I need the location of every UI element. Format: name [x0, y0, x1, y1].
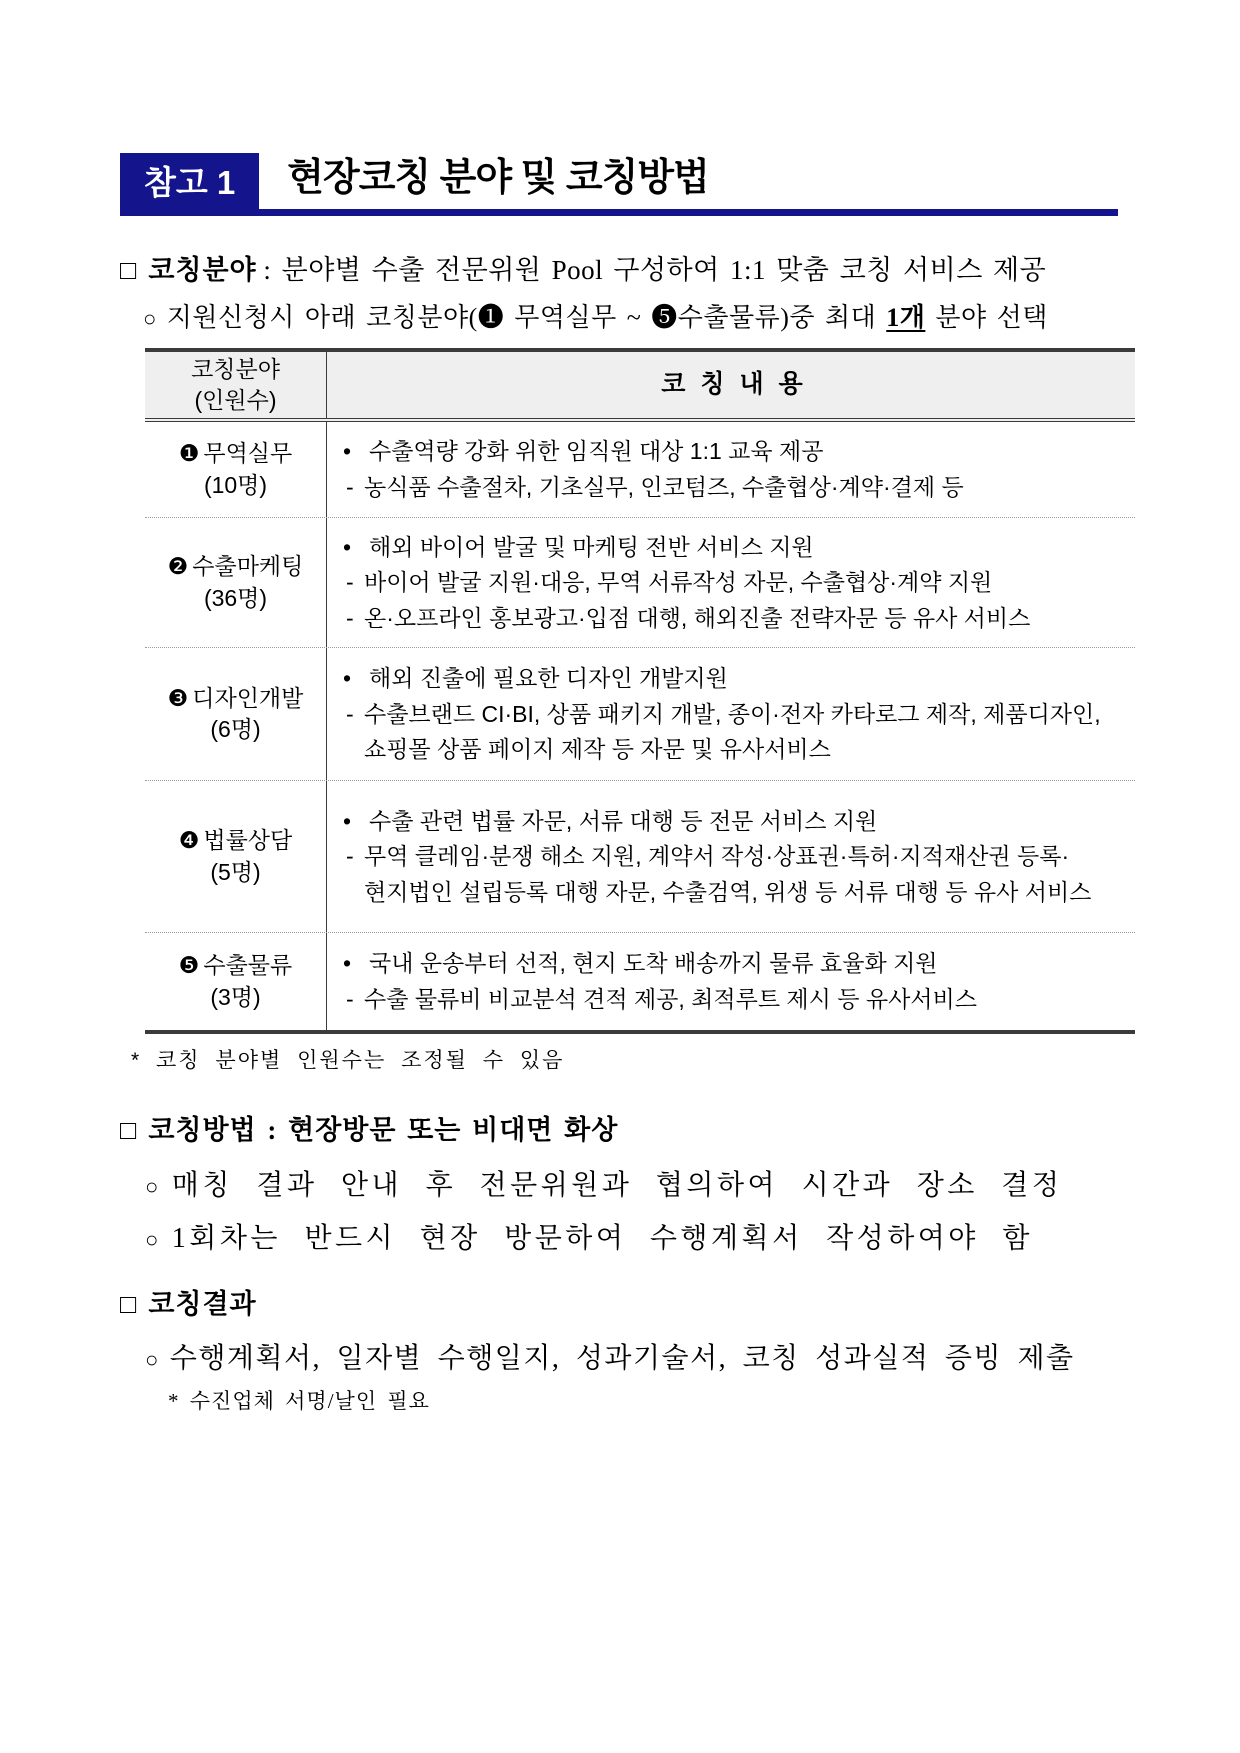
field-count: (5명): [210, 858, 261, 885]
dash-prefix: -: [346, 700, 354, 727]
content-line: [343, 531, 1125, 564]
field-count: (3명): [210, 983, 261, 1010]
dash-prefix: -: [346, 986, 354, 1012]
section-heading-text: 코칭방법 : 현장방문 또는 비대면 화상: [148, 1115, 619, 1145]
field-name: 무역실무: [203, 440, 293, 467]
document-header: [120, 146, 1118, 216]
content-line: [343, 947, 1125, 980]
sub-text-pre: 지원신청시 아래 코칭분야(❶ 무역실무 ~ ❺수출물류)중 최대: [166, 303, 887, 332]
table-footnote: * 코칭 분야별 인원수는 조정될 수 있음: [131, 1049, 565, 1072]
line-text: 바이어 발굴 지원·대응, 무역 서류작성 자문, 수출협상·계약 지원: [364, 569, 993, 596]
bullet-prefix: •: [343, 438, 352, 465]
table-header-content-column: [327, 352, 1135, 418]
line-text: 농식품 수출절차, 기초실무, 인코텀즈, 수출협상·계약·결제 등: [364, 474, 964, 500]
field-cell: [145, 933, 327, 1030]
field-count: (36명): [203, 584, 268, 611]
line-text: 수출 관련 법률 자문, 서류 대행 등 전문 서비스 지원: [369, 807, 878, 834]
line-text: 국내 운송부터 선적, 현지 도착 배송까지 물류 효율화 지원: [369, 950, 938, 977]
line-text: 쇼핑몰 상품 페이지 제작 등 자문 및 유사서비스: [364, 736, 831, 763]
field-count: (10명): [203, 471, 268, 498]
circle-bullet-icon: ○: [143, 306, 157, 331]
dash-prefix: -: [346, 569, 354, 596]
bullet-prefix: •: [343, 950, 352, 977]
sub-text-emphasis: 1개: [886, 303, 926, 332]
field-number-icon: ❹: [178, 827, 200, 854]
section-coaching-fields-heading: [120, 248, 1046, 287]
field-name: 수출물류: [203, 952, 293, 979]
table-header-field-column: [145, 352, 327, 418]
content-line: [346, 471, 1125, 504]
section-coaching-result-heading: [120, 1282, 257, 1321]
sub-text-post: 분야 선택: [925, 303, 1048, 332]
bullet-prefix: •: [343, 807, 352, 834]
content-cell: [327, 648, 1135, 780]
dash-prefix: -: [346, 604, 354, 631]
content-line: [346, 566, 1125, 599]
content-line: [343, 805, 1125, 838]
content-line: [364, 733, 1125, 766]
dash-prefix: -: [346, 474, 354, 500]
coaching-fields-sub-bullet: [143, 297, 1048, 334]
section-label: 코칭분야: [148, 255, 257, 285]
method-bullet-2: [145, 1216, 1033, 1256]
content-cell: [327, 518, 1135, 647]
field-cell: [145, 781, 327, 932]
bullet-text: 수행계획서, 일자별 수행일지, 성과기술서, 코칭 성과실적 증빙 제출: [169, 1343, 1075, 1374]
header-col2-label: 코 칭 내 용: [661, 370, 807, 399]
content-line: [346, 983, 1125, 1016]
line-text: 무역 클레임·분쟁 해소 지원, 계약서 작성·상표권·특허·지적재산권 등록·: [364, 843, 1070, 870]
content-line: [346, 602, 1125, 635]
content-cell: [327, 781, 1135, 932]
circle-bullet-icon: ○: [145, 1227, 162, 1252]
field-number-icon: ❷: [167, 553, 189, 580]
line-text: 수출역량 강화 위한 임직원 대상 1:1 교육 제공: [369, 438, 824, 465]
header-col1-line1: 코칭분야: [191, 355, 280, 382]
square-bullet-icon: □: [120, 1289, 137, 1319]
field-number-icon: ❶: [178, 440, 200, 467]
field-number-icon: ❺: [178, 952, 200, 979]
content-line: [346, 698, 1125, 731]
line-text: 수출 물류비 비교분석 견적 제공, 최적루트 제시 등 유사서비스: [364, 986, 977, 1012]
content-cell: [327, 933, 1135, 1030]
square-bullet-icon: □: [120, 1115, 137, 1145]
section-text: : 분야별 수출 전문위원 Pool 구성하여 1:1 맞춤 코칭 서비스 제공: [263, 255, 1047, 285]
line-text: 해외 바이어 발굴 및 마케팅 전반 서비스 지원: [369, 533, 814, 560]
reference-badge: 참고 1: [120, 153, 259, 211]
circle-bullet-icon: ○: [145, 1174, 162, 1199]
bullet-prefix: •: [343, 665, 352, 692]
square-bullet-icon: □: [120, 255, 137, 285]
page-title: 현장코칭 분야 및 코칭방법: [287, 157, 709, 199]
field-cell: [145, 518, 327, 647]
section-coaching-method-heading: [120, 1108, 618, 1147]
field-cell: [145, 422, 327, 517]
table-row: [145, 518, 1135, 648]
table-row: [145, 933, 1135, 1030]
field-name: 수출마케팅: [192, 553, 304, 580]
field-number-icon: ❸: [167, 684, 189, 711]
table-row: [145, 422, 1135, 518]
field-name: 법률상담: [203, 827, 293, 854]
result-bullet-1: [145, 1336, 1075, 1376]
content-line: [343, 662, 1125, 695]
method-bullet-1: [145, 1163, 1062, 1203]
field-name: 디자인개발: [192, 684, 304, 711]
circle-bullet-icon: ○: [145, 1347, 160, 1372]
bullet-text: 1회차는 반드시 현장 방문하여 수행계획서 작성하여야 함: [171, 1223, 1033, 1254]
bullet-text: 매칭 결과 안내 후 전문위원과 협의하여 시간과 장소 결정: [171, 1170, 1063, 1201]
table-row: [145, 648, 1135, 781]
line-text: 수출브랜드 CI·BI, 상품 패키지 개발, 종이·전자 카타로그 제작, 제품디자인,: [364, 700, 1101, 727]
line-text: 온·오프라인 홍보광고·입점 대행, 해외진출 전략자문 등 유사 서비스: [364, 604, 1031, 631]
field-count: (6명): [210, 716, 261, 742]
content-cell: [327, 422, 1135, 517]
content-line: [346, 840, 1125, 873]
line-text: 해외 진출에 필요한 디자인 개발지원: [369, 665, 728, 692]
bullet-prefix: •: [343, 533, 352, 560]
table-header-row: [145, 352, 1135, 422]
section-heading-text: 코칭결과: [148, 1289, 257, 1319]
result-footnote: * 수진업체 서명/날인 필요: [168, 1389, 430, 1413]
field-cell: [145, 648, 327, 780]
header-col1-line2: (인원수): [194, 387, 277, 413]
content-line: [343, 435, 1125, 468]
content-line: [364, 876, 1125, 909]
dash-prefix: -: [346, 843, 354, 870]
coaching-fields-table: [145, 348, 1135, 1034]
table-row: [145, 781, 1135, 933]
line-text: 현지법인 설립등록 대행 자문, 수출검역, 위생 등 서류 대행 등 유사 서비스: [364, 878, 1092, 905]
